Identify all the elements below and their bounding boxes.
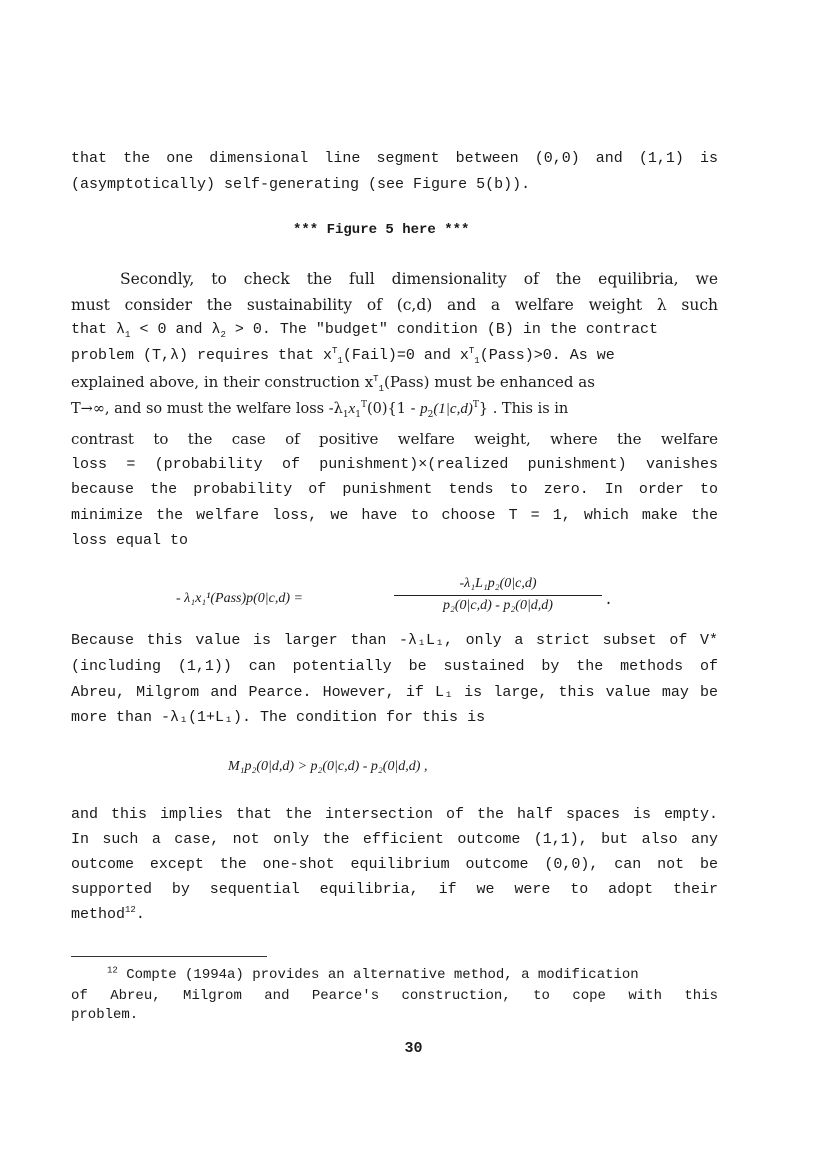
subscript-1: 1: [474, 356, 480, 366]
footnote-line1: [107, 966, 718, 984]
para2-line3: [71, 321, 718, 339]
para3-line1: Because this value is larger than -λ₁L₁, only a strict subset of V*: [71, 632, 718, 649]
para2-line6-part-b: (0){1 -: [366, 401, 421, 417]
equation1-end: .: [604, 592, 614, 609]
equation1-numerator: -λ₁L₁p₂(0|c,d): [459, 576, 537, 591]
para2-line2: must consider the sustainability of (c,d) and a welfare weight λ such: [71, 296, 718, 314]
para1-line2: (asymptotically) self-generating (see Figure 5(b)).: [71, 176, 531, 193]
equation2: M₁p₂(0|d,d) > p₂(0|c,d) - p₂(0|d,d) ,: [228, 759, 428, 774]
para4-line2: In such a case, not only the efficient outcome (1,1), but also any: [71, 831, 718, 848]
para2-line6-part-a: T→∞, and so must the welfare loss -λ: [71, 401, 343, 417]
subscript-2: 2: [427, 409, 434, 420]
para2-line3-part-c: > 0. The "budget" condition (B) in the contract: [234, 321, 658, 338]
equation1-denominator: p₂(0|c,d) - p₂(0|d,d): [443, 598, 553, 613]
x-variable: x: [348, 401, 356, 417]
footnote-text-1: Compte (1994a) provides an alternative method, a modification: [126, 967, 639, 983]
para2-line4-part-c: (Pass)>0. As we: [479, 347, 615, 364]
para2-line4-part-b: (Fail)=0 and x: [342, 347, 469, 364]
para2-line11: loss equal to: [71, 532, 189, 549]
para2-line7: contrast to the case of positive welfare weight, where the welfare: [71, 430, 718, 448]
para2-line6-part-c: (1|c,d): [433, 401, 473, 417]
footnote-ref: 12: [125, 905, 136, 915]
subscript-1: 1: [337, 356, 343, 366]
para2-line9: because the probability of punishment tends to zero. In order to: [71, 481, 718, 498]
para1-line1: that the one dimensional line segment between (0,0) and (1,1) is: [71, 150, 718, 167]
para2-line5-part-b: (Pass) must be enhanced as: [383, 373, 595, 391]
superscript-t: T: [332, 346, 338, 356]
para2-line6-part-d: } . This is in: [478, 401, 569, 417]
superscript-t: T: [468, 346, 475, 356]
footnote-line2: of Abreu, Milgrom and Pearce's construction, to cope with this: [71, 988, 718, 1004]
page-number: 30: [404, 1040, 423, 1057]
para2-line3-part-b: < 0 and λ: [139, 321, 221, 338]
superscript-t: T: [472, 400, 479, 411]
subscript-1: 1: [378, 384, 384, 394]
figure-placeholder: *** Figure 5 here ***: [293, 222, 470, 238]
para4-line1: and this implies that the intersection of the half spaces is empty.: [71, 806, 718, 823]
para2-line5-part-a: explained above, in their construction x: [71, 373, 374, 391]
subscript-1: 1: [355, 409, 361, 420]
para2-line4: [71, 347, 718, 365]
superscript-t: T: [360, 400, 367, 411]
subscript-1: 1: [125, 330, 131, 340]
equation1-lhs: - λ₁x₁¹(Pass)p(0|c,d) =: [176, 591, 303, 606]
para2-line4-part-a: problem (T,λ) requires that x: [71, 347, 333, 364]
para4-line5-part-a: method: [71, 906, 126, 923]
superscript-t: T: [373, 374, 379, 384]
footnote-rule: [71, 956, 267, 957]
para3-line2: (including (1,1)) can potentially be sustained by the methods of: [71, 658, 718, 675]
equation1-fraction-bar: [394, 595, 602, 596]
p-variable: p: [420, 401, 428, 417]
para4-line5-part-c: .: [135, 906, 145, 923]
para3-line4: more than -λ₁(1+L₁). The condition for this is: [71, 709, 486, 726]
subscript-2: 2: [220, 330, 226, 340]
para2-line8: loss = (probability of punishment)×(realized punishment) vanishes: [71, 456, 718, 473]
para4-line3: outcome except the one-shot equilibrium outcome (0,0), can not be: [71, 856, 718, 873]
footnote-line3: problem.: [71, 1007, 139, 1023]
para4-line5: [71, 906, 145, 924]
para4-line4: supported by sequential equilibria, if we were to adopt their: [71, 881, 718, 898]
para2-line6: [71, 400, 568, 418]
para2-line1: Secondly, to check the full dimensionality of the equilibria, we: [120, 270, 718, 288]
subscript-1: 1: [342, 409, 349, 420]
para2-line10: minimize the welfare loss, we have to choose T = 1, which make the: [71, 507, 718, 524]
para2-line3-part-a: that λ: [71, 321, 126, 338]
footnote-mark: 12: [107, 965, 118, 976]
para2-line5: [71, 373, 718, 393]
para3-line3: Abreu, Milgrom and Pearce. However, if L₁ is large, this value may be: [71, 684, 718, 701]
